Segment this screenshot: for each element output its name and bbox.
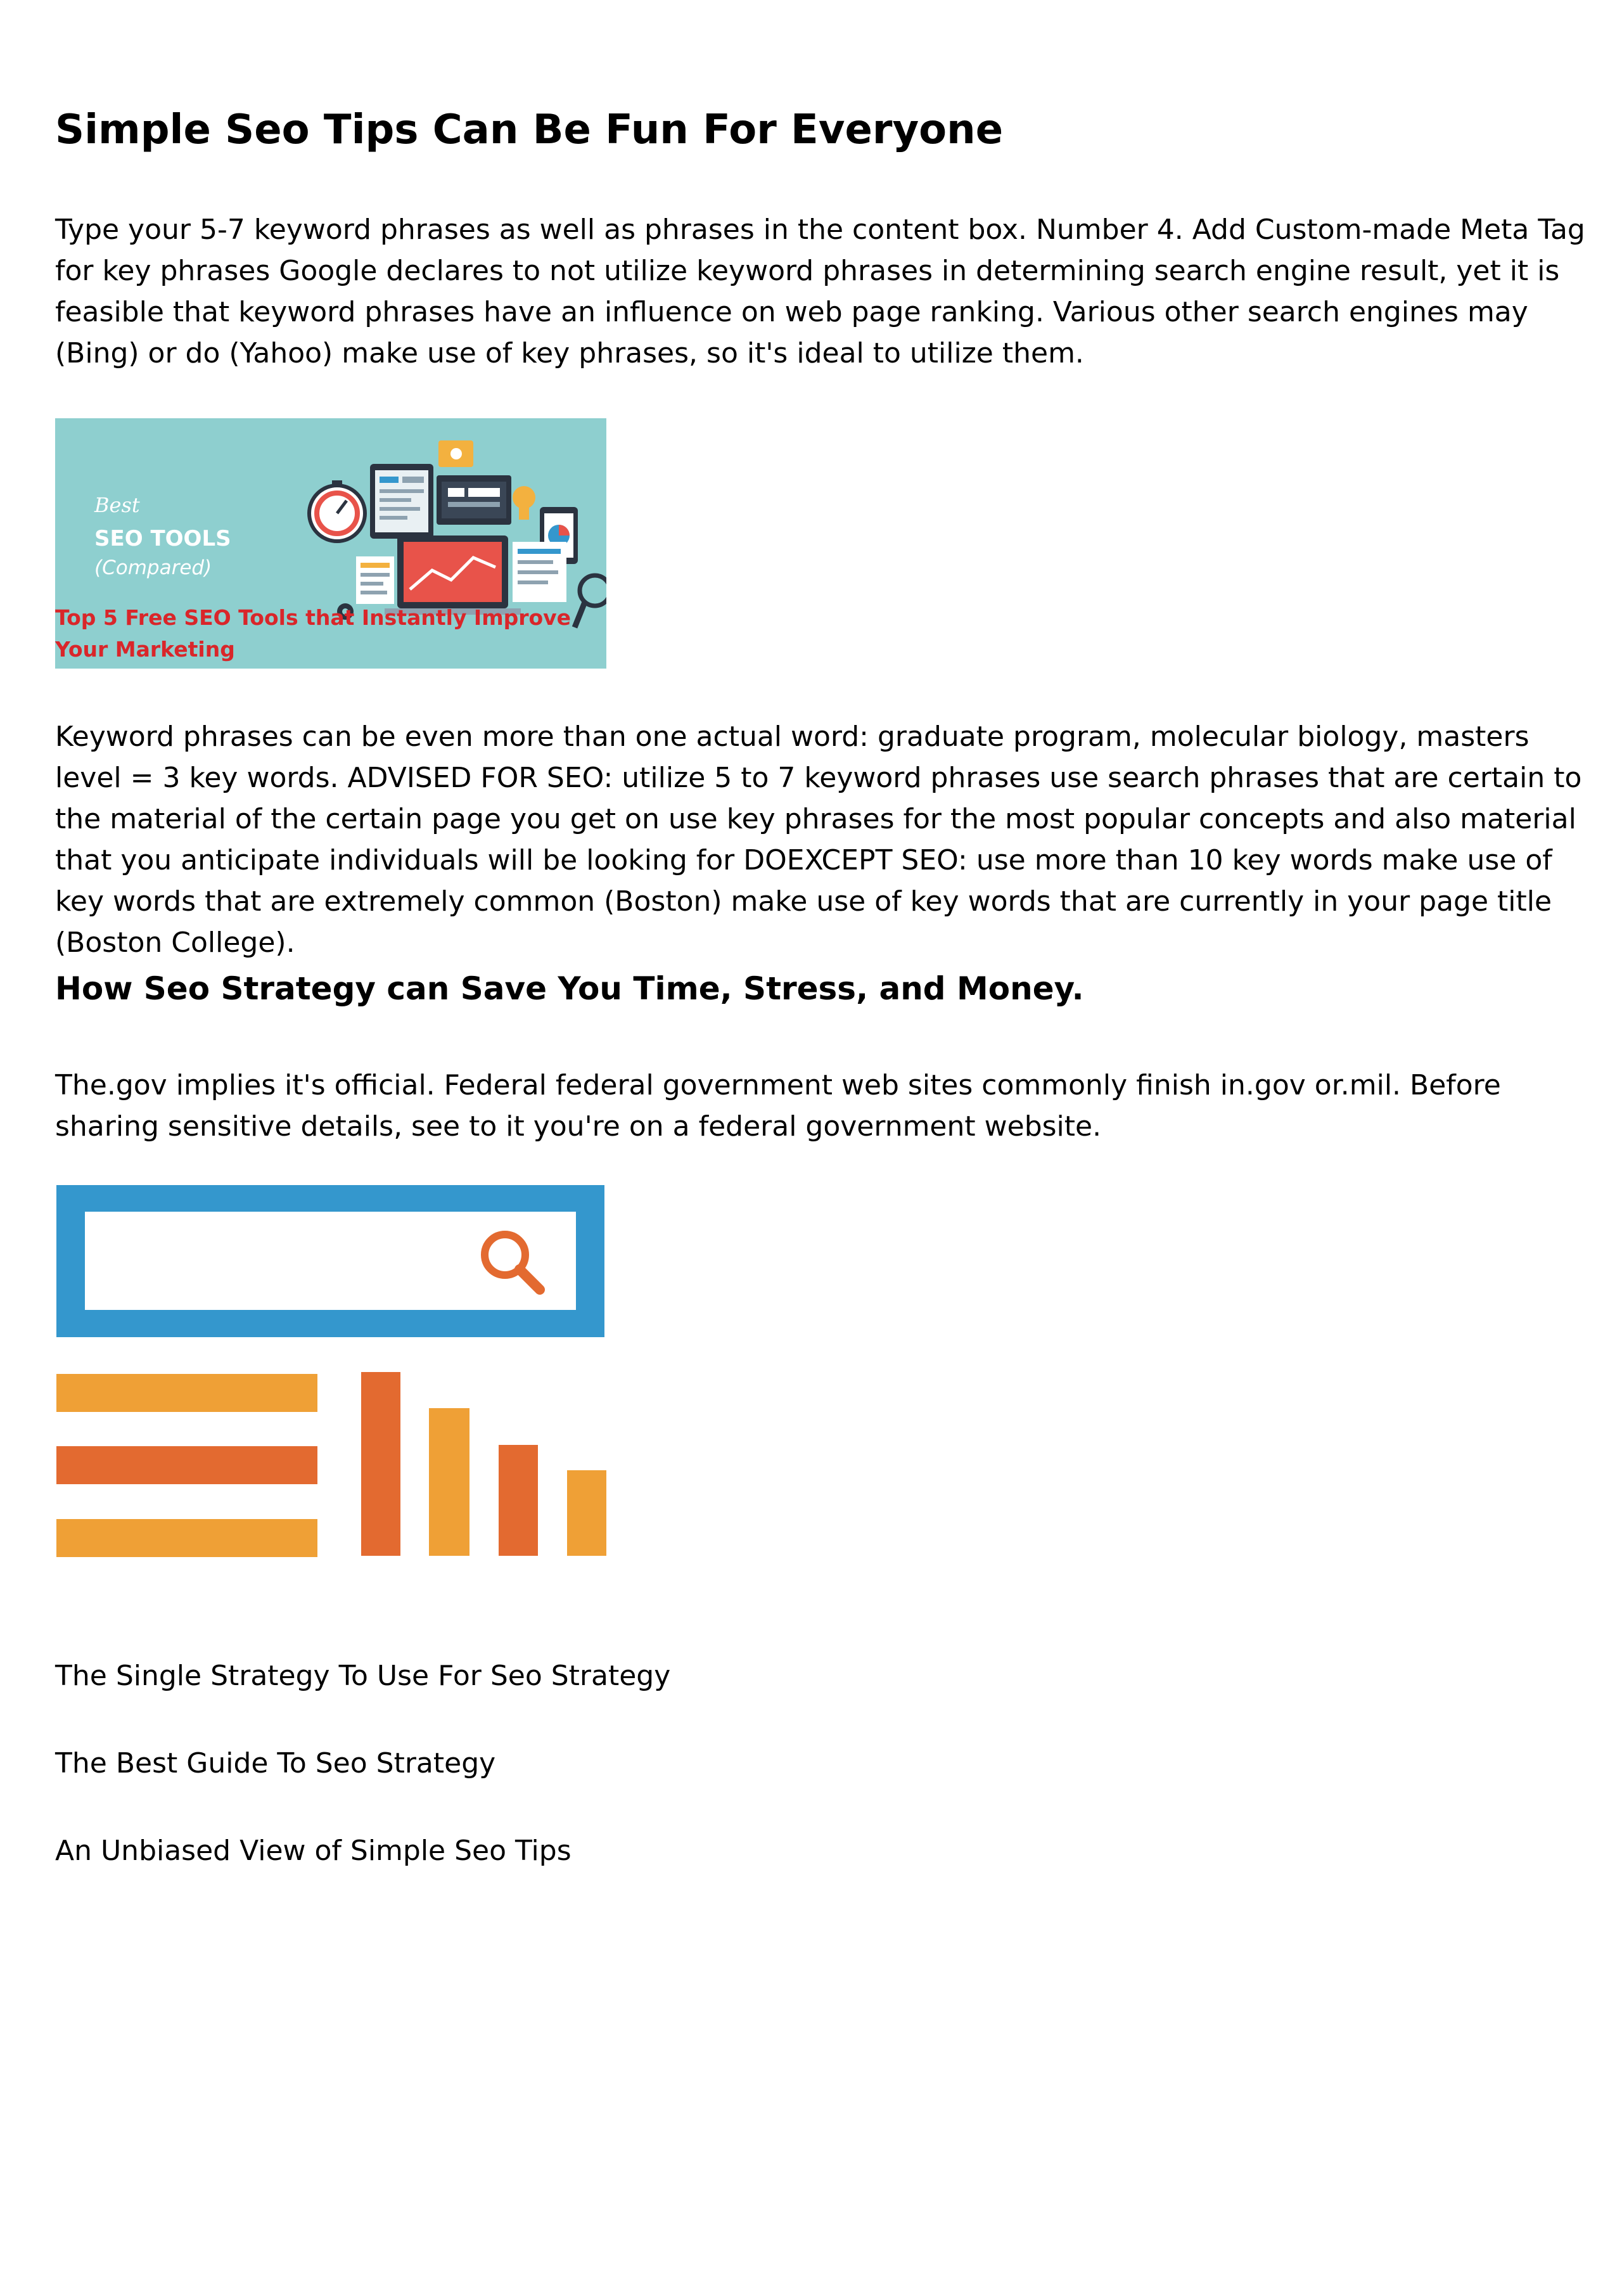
browser-window-icon [437,475,511,525]
analytics-panel-icon [513,542,566,602]
list-lines-icon [56,1374,317,1557]
page-title: Simple Seo Tips Can Be Fun For Everyone [55,106,1004,153]
report-panel-icon [356,556,394,604]
banner-best-label: Best [94,493,140,517]
bar-chart-icon [361,1372,606,1556]
related-link-3[interactable]: An Unbiased View of Simple Seo Tips [55,1835,572,1867]
search-analytics-image [55,1185,606,1559]
related-link-1[interactable]: The Single Strategy To Use For Seo Strategy [55,1660,671,1692]
intro-paragraph: Type your 5-7 keyword phrases as well as phrases in the content box. Number 4. Add Custom-made Meta Tag for key phrases Google declares to not utilize keyword phrases in determining search engine result, yet it is feasible that keyword phrases have an influence on web page ranking. Various other search engines may (Bing) or do (Yahoo) make use of key phrases, so it's ideal to utilize them. [55,214,1585,369]
gov-paragraph: The.gov implies it's official. Federal federal government web sites commonly finish in.gov or.mil. Before sharing sensitive details, see to it you're on a federal government website. [55,1069,1501,1143]
banner-compared-label: (Compared) [94,556,212,579]
folder-icon [438,440,473,467]
banner-tools-label: SEO TOOLS [94,526,231,551]
stopwatch-icon [309,480,365,541]
seo-tools-banner-image [55,418,606,669]
banner-caption: Top 5 Free SEO Tools that Instantly Improve Your Marketing [55,605,572,662]
related-link-2[interactable]: The Best Guide To Seo Strategy [55,1747,496,1780]
lightbulb-icon [513,486,535,520]
section-heading: How Seo Strategy can Save You Time, Stress, and Money. [55,970,1084,1007]
dashboard-screen-icon [370,464,433,539]
keyword-paragraph: Keyword phrases can be even more than one actual word: graduate program, molecular biology, masters level = 3 key words. ADVISED FOR SEO: utilize 5 to 7 keyword phrases use search phrases that are certain to the material of the certain page you get on use key phrases for the most popular concepts and also material that you anticipate individuals will be looking for DOEXCEPT SEO: use more than 10 key words make use of key words that are extremely common (Boston) make use of key words that are currently in your page title (Boston College). [55,721,1582,959]
